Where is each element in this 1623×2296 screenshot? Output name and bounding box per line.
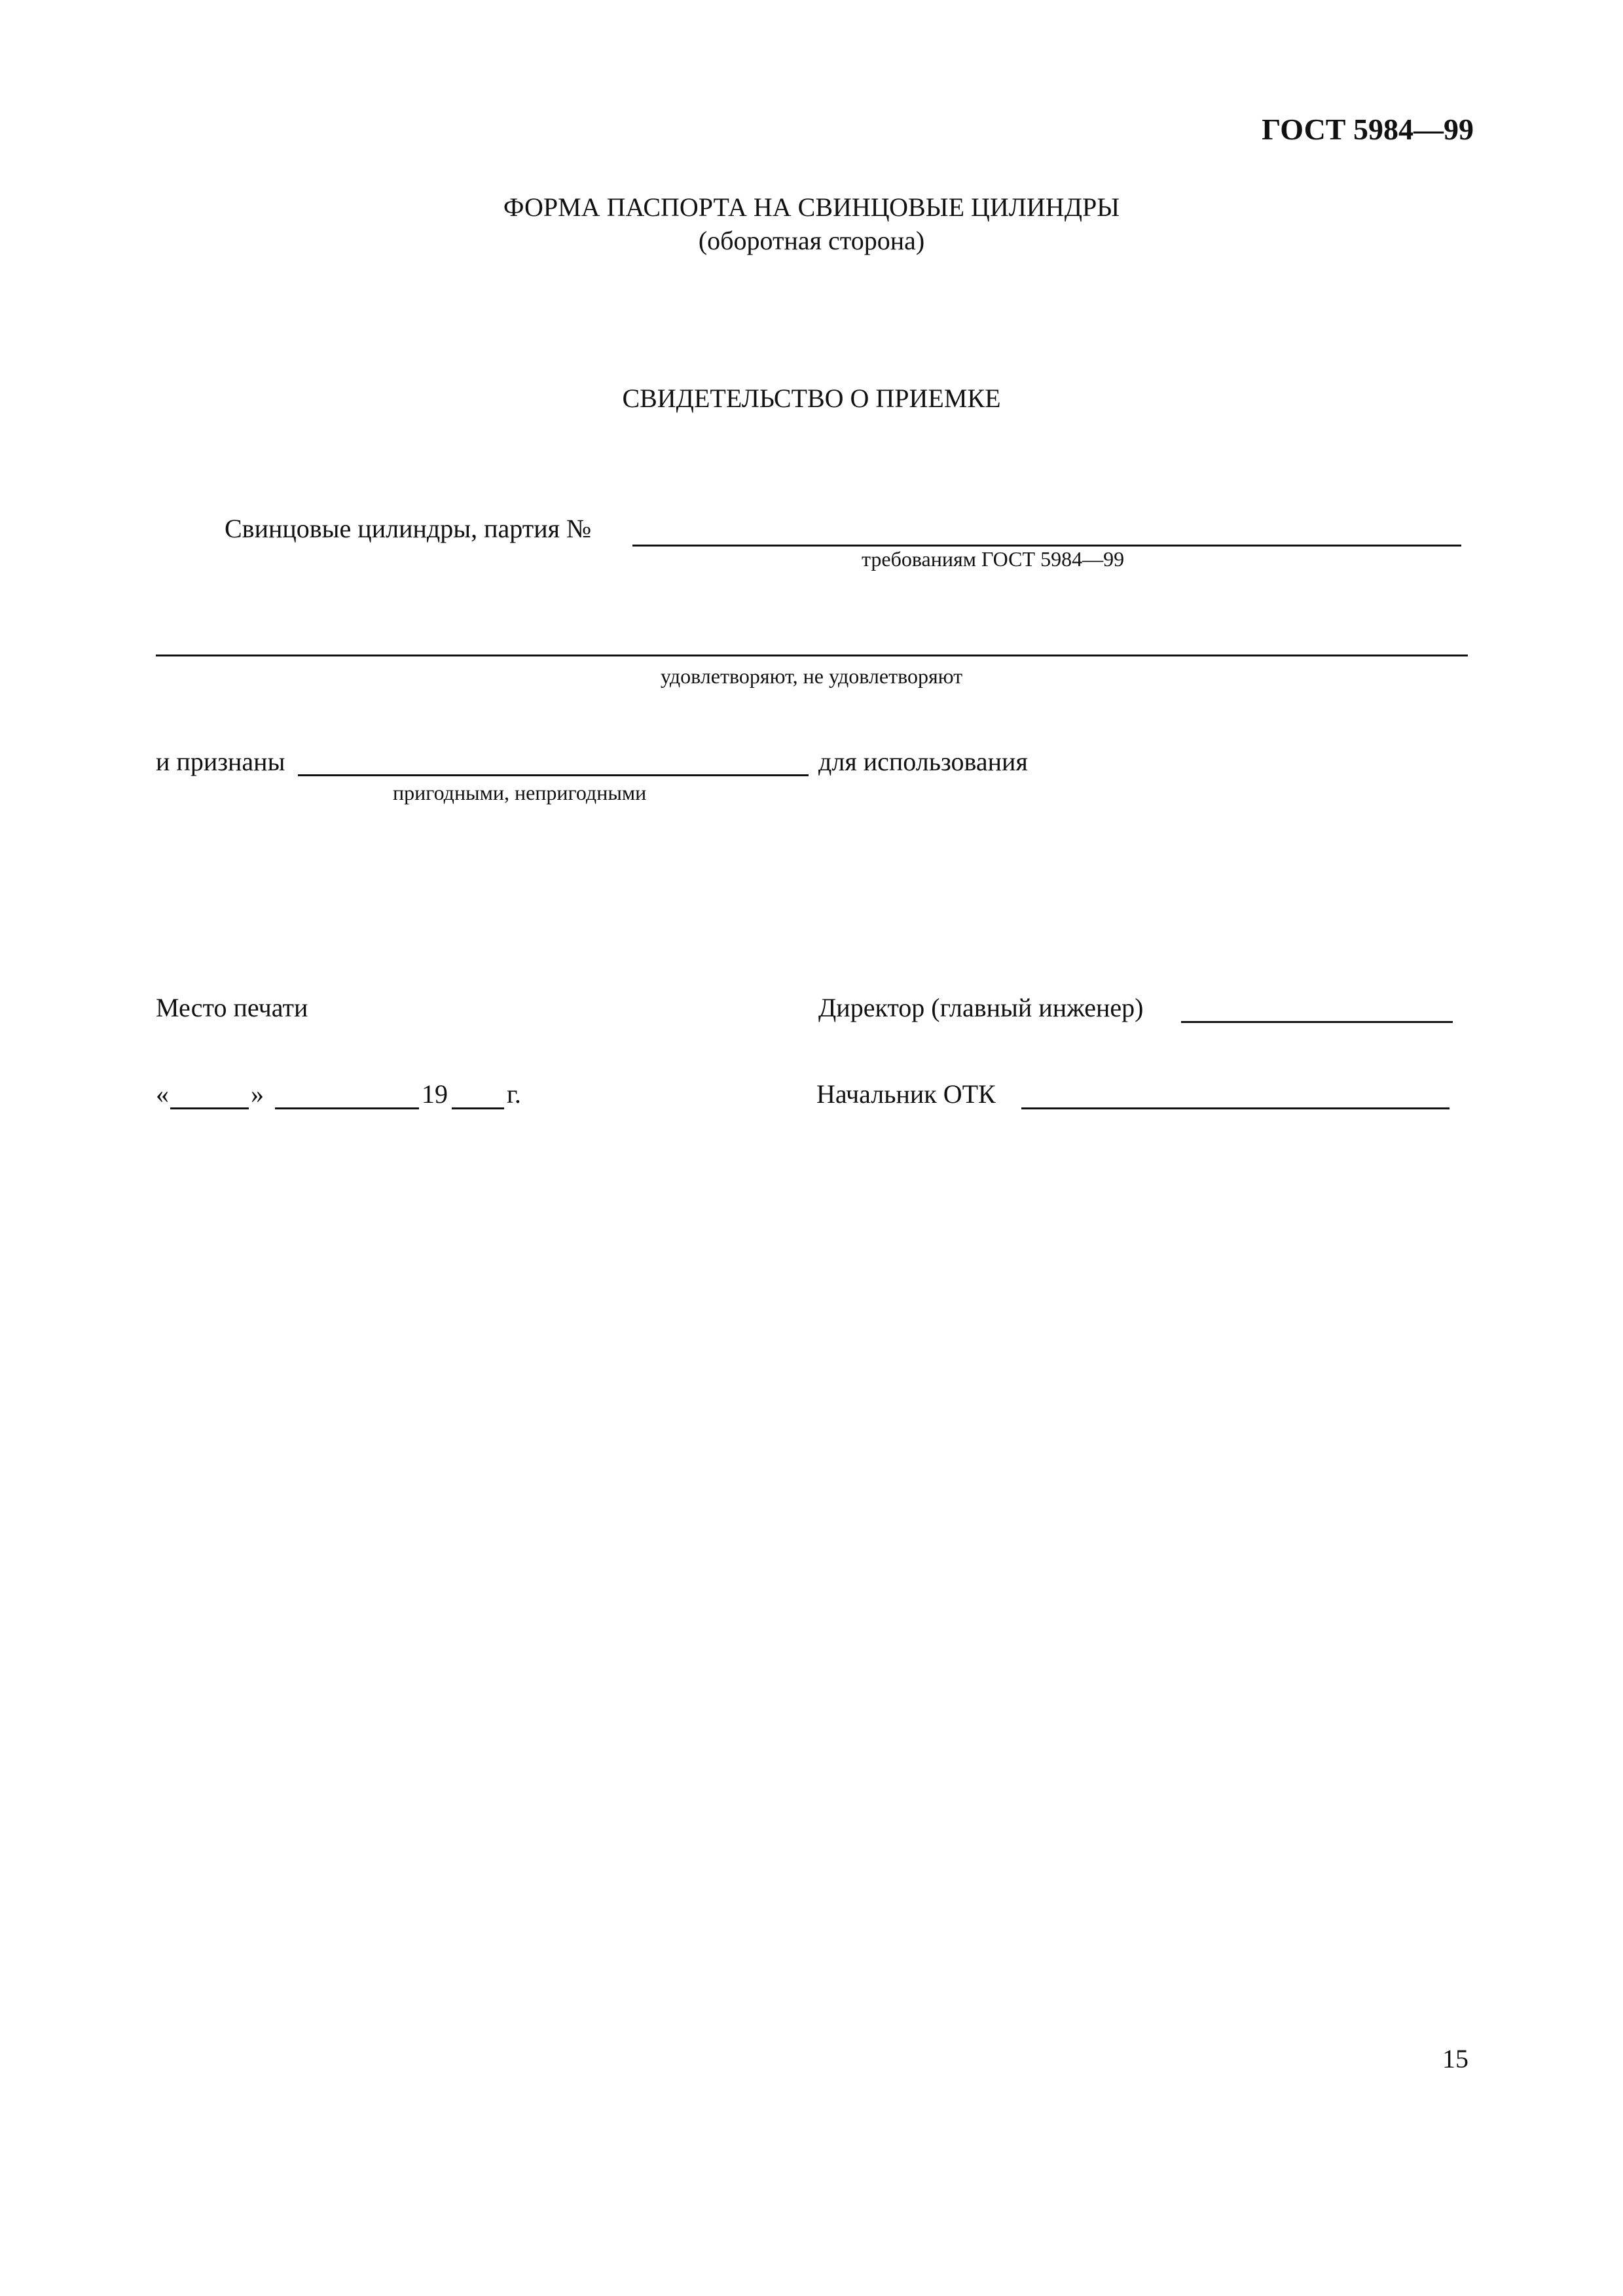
certificate-title: СВИДЕТЕЛЬСТВО О ПРИЕМКЕ [622,384,1001,413]
batch-number-label: Свинцовые цилиндры, партия № [225,514,592,543]
director-label: Директор (главный инженер) [818,993,1144,1022]
date-year-prefix: 19 [422,1079,448,1109]
date-open-quote: « [156,1079,169,1109]
otk-head-label: Начальник ОТК [816,1079,996,1109]
stamp-place-label: Место печати [156,993,308,1022]
form-subtitle: (оборотная сторона) [698,226,925,255]
standard-header: ГОСТ 5984—99 [1262,113,1474,146]
conformity-field-line[interactable] [156,655,1468,656]
usage-suffix-label: для использования [818,747,1028,776]
date-month-field-line[interactable] [275,1107,419,1109]
recognized-label: и признаны [156,747,285,776]
requirements-caption: требованиям ГОСТ 5984—99 [862,547,1125,571]
director-signature-line[interactable] [1181,1021,1453,1023]
fitness-caption: пригодными, непригодными [393,781,647,804]
otk-signature-line[interactable] [1021,1107,1450,1109]
page-number: 15 [1442,2044,1468,2073]
fitness-field-line[interactable] [298,774,809,776]
date-year-suffix: г. [507,1079,521,1109]
date-close-quote: » [251,1079,264,1109]
form-title: ФОРМА ПАСПОРТА НА СВИНЦОВЫЕ ЦИЛИНДРЫ [503,192,1120,222]
conformity-caption: удовлетворяют, не удовлетворяют [660,664,963,688]
date-day-field-line[interactable] [170,1107,249,1109]
date-year-field-line[interactable] [452,1107,504,1109]
